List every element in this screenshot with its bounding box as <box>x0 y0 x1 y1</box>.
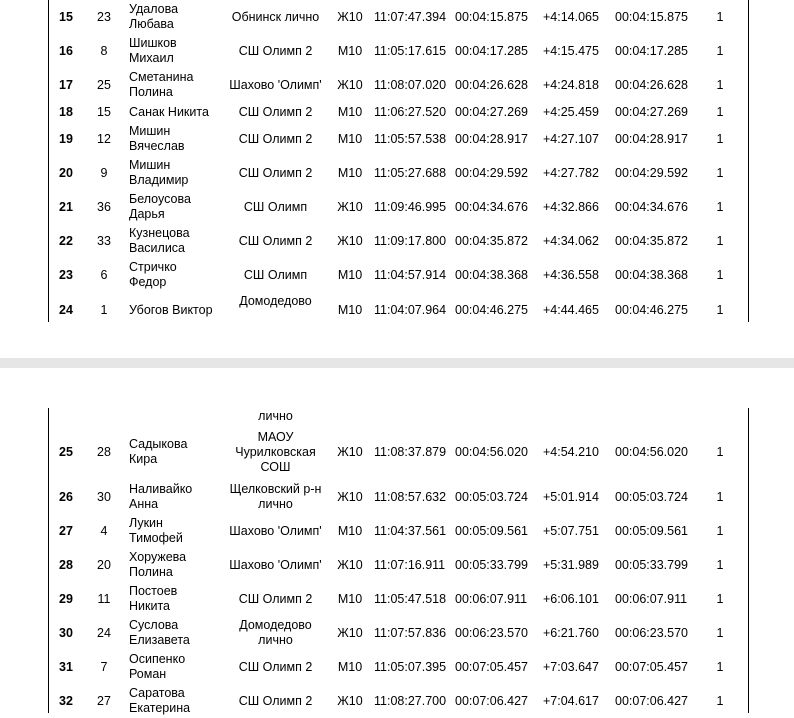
start-time-cell: 11:05:47.518 <box>374 591 447 606</box>
run-time-cell: 00:05:33.799 <box>455 557 528 572</box>
club-cell <box>228 616 323 650</box>
name-cell <box>129 102 227 122</box>
run-time-cell: 00:04:15.875 <box>455 9 528 24</box>
table-row <box>0 102 794 122</box>
table-row <box>0 224 794 258</box>
gap-cell: +6:21.760 <box>543 625 599 640</box>
count-cell: 1 <box>716 693 724 708</box>
name-cell-line: Полина <box>129 565 173 579</box>
name-cell <box>129 258 227 292</box>
start-time-cell: 11:07:57.836 <box>374 625 447 640</box>
place-cell: 19 <box>59 131 73 146</box>
name-cell-line: Удалова <box>129 2 179 16</box>
table-row <box>0 426 794 478</box>
place-cell: 18 <box>59 104 73 119</box>
gap-cell: +4:27.782 <box>543 165 599 180</box>
count-cell: 1 <box>716 77 724 92</box>
table-row <box>0 582 794 616</box>
club-cell <box>228 102 323 122</box>
name-cell-line: Вячеслав <box>129 139 185 153</box>
club-cell <box>228 426 323 478</box>
start-time-cell: 11:04:57.914 <box>374 267 447 282</box>
gap-cell: +7:04.617 <box>543 693 599 708</box>
club-cell <box>228 0 323 34</box>
name-cell <box>129 68 227 102</box>
gap-cell: +4:25.459 <box>543 104 599 119</box>
start-time-cell: 11:09:46.995 <box>374 199 447 214</box>
name-cell-line: Мишин <box>129 158 171 172</box>
club-cell <box>228 548 323 582</box>
bib-cell: 23 <box>97 9 111 24</box>
count-cell: 1 <box>716 165 724 180</box>
club-cell-line: СШ Олимп 2 <box>238 233 313 248</box>
count-cell: 1 <box>716 302 724 317</box>
gap-cell: +5:07.751 <box>543 523 599 538</box>
bib-cell: 9 <box>100 165 108 180</box>
place-cell: 21 <box>59 199 73 214</box>
club-cell-line: Шахово 'Олимп' <box>229 77 322 92</box>
club-cell-line: СШ Олимп 2 <box>238 104 313 119</box>
name-cell-line: Постоев <box>129 584 178 598</box>
name-cell <box>129 0 227 34</box>
run-time-cell: 00:05:09.561 <box>455 523 528 538</box>
group-cell: М10 <box>337 267 363 282</box>
name-cell <box>129 480 227 514</box>
run-time-cell: 00:04:17.285 <box>455 43 528 58</box>
place-cell: 16 <box>59 43 73 58</box>
name-cell-line: Федор <box>129 275 167 289</box>
place-cell: 23 <box>59 267 73 282</box>
name-cell-line: Убогов Виктор <box>129 302 213 317</box>
club-cell-line: СШ Олимп <box>243 199 308 214</box>
start-time-cell: 11:09:17.800 <box>374 233 447 248</box>
bib-cell: 7 <box>100 659 108 674</box>
club-cell-line: Щелковский р-н <box>229 482 322 496</box>
name-cell-line: Хоружева <box>129 550 187 564</box>
result-cell: 00:04:35.872 <box>615 233 688 248</box>
name-cell-line: Роман <box>129 667 167 681</box>
group-cell: Ж10 <box>337 9 363 24</box>
place-cell: 17 <box>59 77 73 92</box>
group-cell: М10 <box>337 43 363 58</box>
count-cell: 1 <box>716 489 724 504</box>
name-cell-line: Никита <box>129 599 170 613</box>
start-time-cell: 11:05:07.395 <box>374 659 447 674</box>
bib-cell: 12 <box>97 131 111 146</box>
name-cell-line: Кира <box>129 452 158 466</box>
bib-cell: 27 <box>97 693 111 708</box>
count-cell: 1 <box>716 104 724 119</box>
gap-cell: +7:03.647 <box>543 659 599 674</box>
place-cell: 20 <box>59 165 73 180</box>
gap-cell: +4:54.210 <box>543 444 599 459</box>
name-cell-line: Стричко <box>129 260 177 274</box>
name-cell-line: Белоусова <box>129 192 191 206</box>
bib-cell: 1 <box>100 302 108 317</box>
place-cell: 15 <box>59 9 73 24</box>
carry-over-club-text: лично <box>258 408 293 423</box>
name-cell <box>129 156 227 190</box>
bib-cell: 36 <box>97 199 111 214</box>
gap-cell: +4:14.065 <box>543 9 599 24</box>
name-cell-line: Кузнецова <box>129 226 190 240</box>
club-cell <box>228 514 323 548</box>
club-cell <box>228 650 323 684</box>
run-time-cell: 00:07:05.457 <box>455 659 528 674</box>
name-cell-line: Суслова <box>129 618 179 632</box>
table-row <box>0 616 794 650</box>
result-cell: 00:04:38.368 <box>615 267 688 282</box>
name-cell <box>129 122 227 156</box>
club-cell <box>228 582 323 616</box>
gap-cell: +6:06.101 <box>543 591 599 606</box>
count-cell: 1 <box>716 591 724 606</box>
result-cell: 00:04:46.275 <box>615 302 688 317</box>
name-cell-line: Наливайко <box>129 482 193 496</box>
name-cell-line: Мишин <box>129 124 171 138</box>
club-cell-line: Шахово 'Олимп' <box>229 557 322 572</box>
group-cell: Ж10 <box>337 444 363 459</box>
name-cell-line: Владимир <box>129 173 189 187</box>
place-cell: 31 <box>59 659 73 674</box>
group-cell: Ж10 <box>337 625 363 640</box>
club-cell-line: СШ Олимп 2 <box>238 659 313 674</box>
name-cell-line: Сметанина <box>129 70 194 84</box>
bib-cell: 20 <box>97 557 111 572</box>
name-cell <box>129 582 227 616</box>
count-cell: 1 <box>716 43 724 58</box>
place-cell: 26 <box>59 489 73 504</box>
gap-cell: +4:44.465 <box>543 302 599 317</box>
bib-cell: 33 <box>97 233 111 248</box>
count-cell: 1 <box>716 625 724 640</box>
count-cell: 1 <box>716 131 724 146</box>
start-time-cell: 11:07:16.911 <box>374 557 446 572</box>
result-cell: 00:04:29.592 <box>615 165 688 180</box>
start-time-cell: 11:08:07.020 <box>374 77 447 92</box>
club-cell-line: СОШ <box>260 459 291 474</box>
name-cell-line: Михаил <box>129 51 174 65</box>
place-cell: 25 <box>59 444 73 459</box>
carry-over-row <box>0 408 794 424</box>
bib-cell: 6 <box>100 267 108 282</box>
name-cell <box>129 224 227 258</box>
bib-cell: 24 <box>97 625 111 640</box>
group-cell: Ж10 <box>337 233 363 248</box>
name-cell-line: Шишков <box>129 36 177 50</box>
bib-cell: 15 <box>97 104 111 119</box>
club-cell-line: СШ Олимп 2 <box>238 165 313 180</box>
name-cell <box>129 616 227 650</box>
result-cell: 00:04:56.020 <box>615 444 688 459</box>
run-time-cell: 00:04:28.917 <box>455 131 528 146</box>
result-cell: 00:07:05.457 <box>615 659 688 674</box>
start-time-cell: 11:08:37.879 <box>374 444 447 459</box>
start-time-cell: 11:05:27.688 <box>374 165 447 180</box>
gap-cell: +4:27.107 <box>543 131 599 146</box>
group-cell: Ж10 <box>337 489 363 504</box>
table-row <box>0 258 794 292</box>
gap-cell: +4:32.866 <box>543 199 599 214</box>
group-cell: М10 <box>337 302 363 317</box>
run-time-cell: 00:04:27.269 <box>455 104 528 119</box>
run-time-cell: 00:07:06.427 <box>455 693 528 708</box>
club-cell <box>228 190 323 224</box>
name-cell <box>129 190 227 224</box>
result-cell: 00:05:03.724 <box>615 489 688 504</box>
results-page-2 <box>0 368 794 713</box>
table-row <box>0 480 794 514</box>
gap-cell: +5:01.914 <box>543 489 599 504</box>
result-cell: 00:04:26.628 <box>615 77 688 92</box>
name-cell-line: Санак Никита <box>129 104 209 119</box>
club-cell <box>228 68 323 102</box>
place-cell: 24 <box>59 302 73 317</box>
table-row <box>0 292 794 328</box>
gap-cell: +5:31.989 <box>543 557 599 572</box>
gap-cell: +4:34.062 <box>543 233 599 248</box>
page-separator <box>0 358 794 368</box>
club-cell-line: МАОУ <box>257 429 294 444</box>
result-cell: 00:04:15.875 <box>615 9 688 24</box>
run-time-cell: 00:04:26.628 <box>455 77 528 92</box>
start-time-cell: 11:06:27.520 <box>374 104 447 119</box>
club-cell <box>228 480 323 514</box>
table-row <box>0 68 794 102</box>
start-time-cell: 11:04:37.561 <box>374 523 447 538</box>
name-cell <box>129 292 227 328</box>
place-cell: 27 <box>59 523 73 538</box>
bib-cell: 25 <box>97 77 111 92</box>
result-cell: 00:05:09.561 <box>615 523 688 538</box>
club-cell <box>228 292 323 328</box>
club-cell-line: СШ Олимп 2 <box>238 693 313 708</box>
place-cell: 29 <box>59 591 73 606</box>
run-time-cell: 00:04:29.592 <box>455 165 528 180</box>
start-time-cell: 11:08:57.632 <box>374 489 447 504</box>
run-time-cell: 00:06:23.570 <box>455 625 528 640</box>
club-cell-line: СШ Олимп 2 <box>238 131 313 146</box>
group-cell: Ж10 <box>337 693 363 708</box>
place-cell: 30 <box>59 625 73 640</box>
name-cell <box>129 548 227 582</box>
result-cell: 00:07:06.427 <box>615 693 688 708</box>
table-row <box>0 650 794 684</box>
club-cell-line: лично <box>258 497 293 511</box>
group-cell: М10 <box>337 131 363 146</box>
club-cell-line: Чурилковская <box>235 444 316 459</box>
name-cell-line: Лукин <box>129 516 163 530</box>
club-cell <box>228 34 323 68</box>
group-cell: Ж10 <box>337 557 363 572</box>
result-cell: 00:04:27.269 <box>615 104 688 119</box>
club-cell-line: Домодедово <box>239 294 312 308</box>
table-row <box>0 156 794 190</box>
name-cell <box>129 650 227 684</box>
run-time-cell: 00:06:07.911 <box>455 591 528 606</box>
name-cell-line: Анна <box>129 497 159 511</box>
name-cell <box>129 514 227 548</box>
name-cell-line: Екатерина <box>129 701 191 715</box>
table-row <box>0 122 794 156</box>
gap-cell: +4:36.558 <box>543 267 599 282</box>
results-page-1 <box>0 0 794 358</box>
count-cell: 1 <box>716 444 724 459</box>
run-time-cell: 00:04:38.368 <box>455 267 528 282</box>
club-cell-line: СШ Олимп <box>243 267 308 282</box>
result-cell: 00:06:23.570 <box>615 625 688 640</box>
club-cell-line: СШ Олимп 2 <box>238 43 313 58</box>
bib-cell: 11 <box>97 591 111 606</box>
count-cell: 1 <box>716 9 724 24</box>
bib-cell: 28 <box>97 444 111 459</box>
table-row <box>0 548 794 582</box>
result-cell: 00:04:34.676 <box>615 199 688 214</box>
start-time-cell: 11:07:47.394 <box>374 9 447 24</box>
group-cell: Ж10 <box>337 199 363 214</box>
name-cell-line: Любава <box>129 17 174 31</box>
club-cell-line: лично <box>258 633 293 647</box>
club-cell-line: СШ Олимп 2 <box>238 591 313 606</box>
group-cell: М10 <box>337 591 363 606</box>
club-cell <box>228 156 323 190</box>
group-cell: Ж10 <box>337 77 363 92</box>
start-time-cell: 11:04:07.964 <box>374 302 447 317</box>
club-cell <box>228 258 323 292</box>
group-cell: М10 <box>337 659 363 674</box>
name-cell-line: Дарья <box>129 207 165 221</box>
club-cell-line: Обнинск лично <box>231 9 320 24</box>
table-row <box>0 514 794 548</box>
group-cell: М10 <box>337 165 363 180</box>
club-cell-line: Домодедово <box>239 618 312 632</box>
start-time-cell: 11:05:57.538 <box>374 131 447 146</box>
place-cell: 28 <box>59 557 73 572</box>
name-cell <box>129 34 227 68</box>
run-time-cell: 00:05:03.724 <box>455 489 528 504</box>
table-row <box>0 0 794 34</box>
name-cell-line: Елизавета <box>129 633 190 647</box>
count-cell: 1 <box>716 523 724 538</box>
name-cell-line: Тимофей <box>129 531 183 545</box>
name-cell-line: Саратова <box>129 686 185 700</box>
run-time-cell: 00:04:56.020 <box>455 444 528 459</box>
run-time-cell: 00:04:34.676 <box>455 199 528 214</box>
name-cell-line: Полина <box>129 85 173 99</box>
group-cell: М10 <box>337 104 363 119</box>
count-cell: 1 <box>716 199 724 214</box>
count-cell: 1 <box>716 557 724 572</box>
club-cell <box>228 224 323 258</box>
gap-cell: +4:15.475 <box>543 43 599 58</box>
bib-cell: 30 <box>97 489 111 504</box>
result-cell: 00:06:07.911 <box>615 591 688 606</box>
result-cell: 00:05:33.799 <box>615 557 688 572</box>
name-cell-line: Садыкова <box>129 437 188 451</box>
count-cell: 1 <box>716 267 724 282</box>
bib-cell: 8 <box>100 43 108 58</box>
gap-cell: +4:24.818 <box>543 77 599 92</box>
table-row <box>0 34 794 68</box>
club-cell-line: Шахово 'Олимп' <box>229 523 322 538</box>
count-cell: 1 <box>716 659 724 674</box>
place-cell: 22 <box>59 233 73 248</box>
name-cell-line: Осипенко <box>129 652 186 666</box>
run-time-cell: 00:04:35.872 <box>455 233 528 248</box>
start-time-cell: 11:05:17.615 <box>374 43 447 58</box>
club-cell <box>228 122 323 156</box>
name-cell-line: Василиса <box>129 241 185 255</box>
name-cell <box>129 426 227 478</box>
result-cell: 00:04:28.917 <box>615 131 688 146</box>
bib-cell: 4 <box>100 523 108 538</box>
group-cell: М10 <box>337 523 363 538</box>
start-time-cell: 11:08:27.700 <box>374 693 447 708</box>
count-cell: 1 <box>716 233 724 248</box>
table-row <box>0 190 794 224</box>
result-cell: 00:04:17.285 <box>615 43 688 58</box>
place-cell: 32 <box>59 693 73 708</box>
run-time-cell: 00:04:46.275 <box>455 302 528 317</box>
